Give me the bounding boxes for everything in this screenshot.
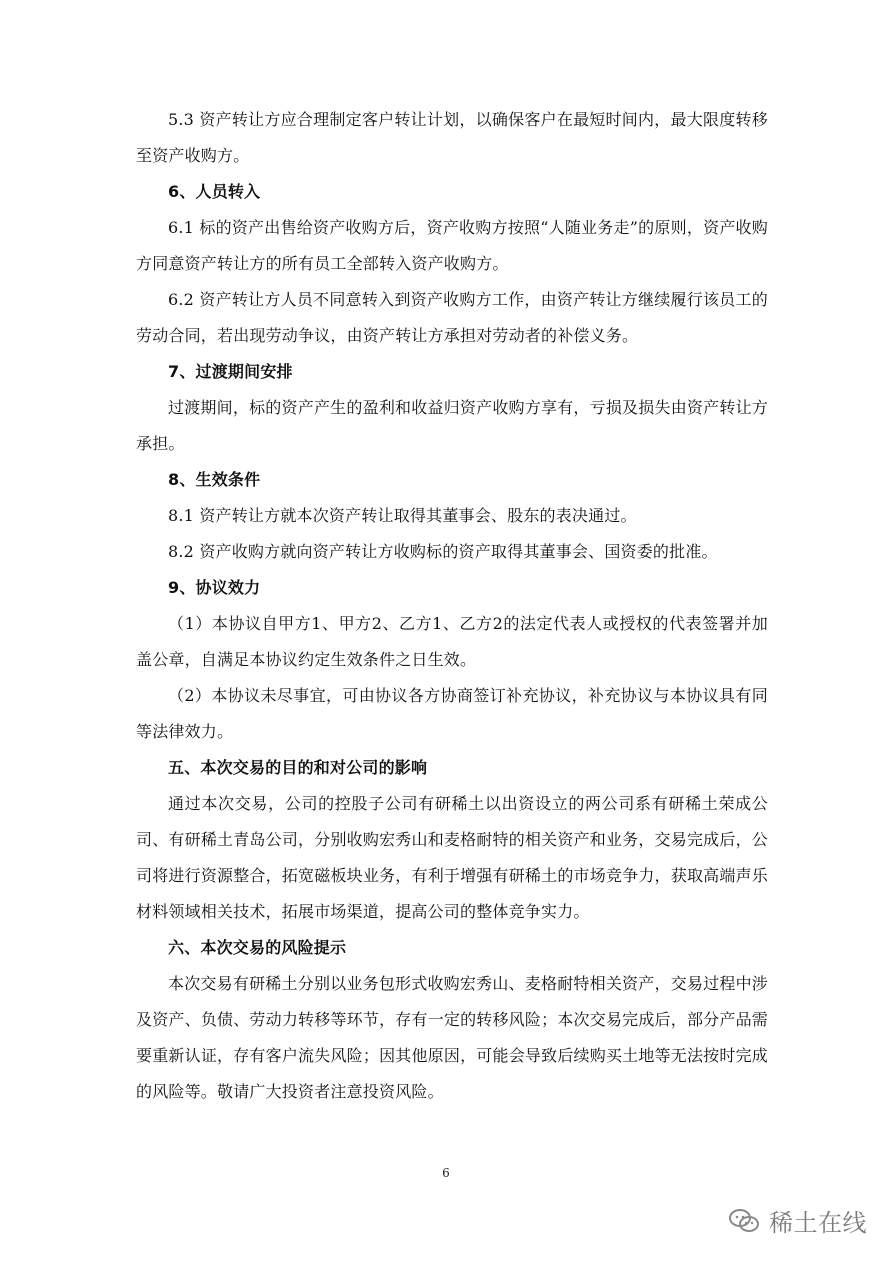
heading-section-5: 五、本次交易的目的和对公司的影响 (168, 758, 428, 777)
heading-section-6: 六、本次交易的风险提示 (168, 938, 347, 957)
wechat-icon (727, 1207, 761, 1235)
heading-8: 8、生效条件 (168, 470, 261, 489)
paragraph-8-2: 8.2 资产收购方就向资产转让方收购标的资产取得其董事会、国资委的批准。 (168, 542, 718, 561)
watermark-text: 稀土在线 (769, 1209, 867, 1237)
watermark (727, 1203, 867, 1238)
paragraph-9-1: （1）本协议自甲方1、甲方2、乙方1、乙方2的法定代表人或授权的代表签署并加盖公章，自满足本协议约定生效条件之日生效。 (136, 614, 768, 669)
paragraph-9-2: （2）本协议未尽事宜，可由协议各方协商签订补充协议，补充协议与本协议具有同等法律效力。 (136, 686, 768, 741)
paragraph-7: 过渡期间，标的资产产生的盈利和收益归资产收购方享有，亏损及损失由资产转让方承担。 (136, 398, 768, 453)
paragraph-6-2: 6.2 资产转让方人员不同意转入到资产收购方工作，由资产转让方继续履行该员工的劳动合同，若出现劳动争议，由资产转让方承担对劳动者的补偿义务。 (136, 290, 768, 345)
page-number: 6 (442, 1166, 450, 1180)
paragraph-5-3: 5.3 资产转让方应合理制定客户转让计划，以确保客户在最短时间内，最大限度转移至资产收购方。 (136, 110, 768, 165)
heading-9: 9、协议效力 (168, 578, 261, 597)
document-body (136, 102, 768, 1110)
paragraph-section-5: 通过本次交易，公司的控股子公司有研稀土以出资设立的两公司系有研稀土荣成公司、有研稀土青岛公司，分别收购宏秀山和麦格耐特的相关资产和业务，交易完成后，公司将进行资源整合，拓宽磁板块业务，有利于增强有研稀土的市场竞争力，获取高端声乐材料领域相关技术，拓展市场渠道，提高公司的整体竞争实力。 (136, 794, 768, 921)
paragraph-section-6: 本次交易有研稀土分别以业务包形式收购宏秀山、麦格耐特相关资产，交易过程中涉及资产、负债、劳动力转移等环节，存有一定的转移风险；本次交易完成后，部分产品需要重新认证，存有客户流失风险；因其他原因，可能会导致后续购买土地等无法按时完成的风险等。敬请广大投资者注意投资风险。 (136, 974, 768, 1101)
paragraph-8-1: 8.1 资产转让方就本次资产转让取得其董事会、股东的表决通过。 (168, 506, 637, 525)
heading-7: 7、过渡期间安排 (168, 362, 293, 381)
heading-6: 6、人员转入 (168, 182, 261, 201)
paragraph-6-1: 6.1 标的资产出售给资产收购方后，资产收购方按照“人随业务走”的原则，资产收购方同意资产转让方的所有员工全部转入资产收购方。 (136, 218, 768, 273)
